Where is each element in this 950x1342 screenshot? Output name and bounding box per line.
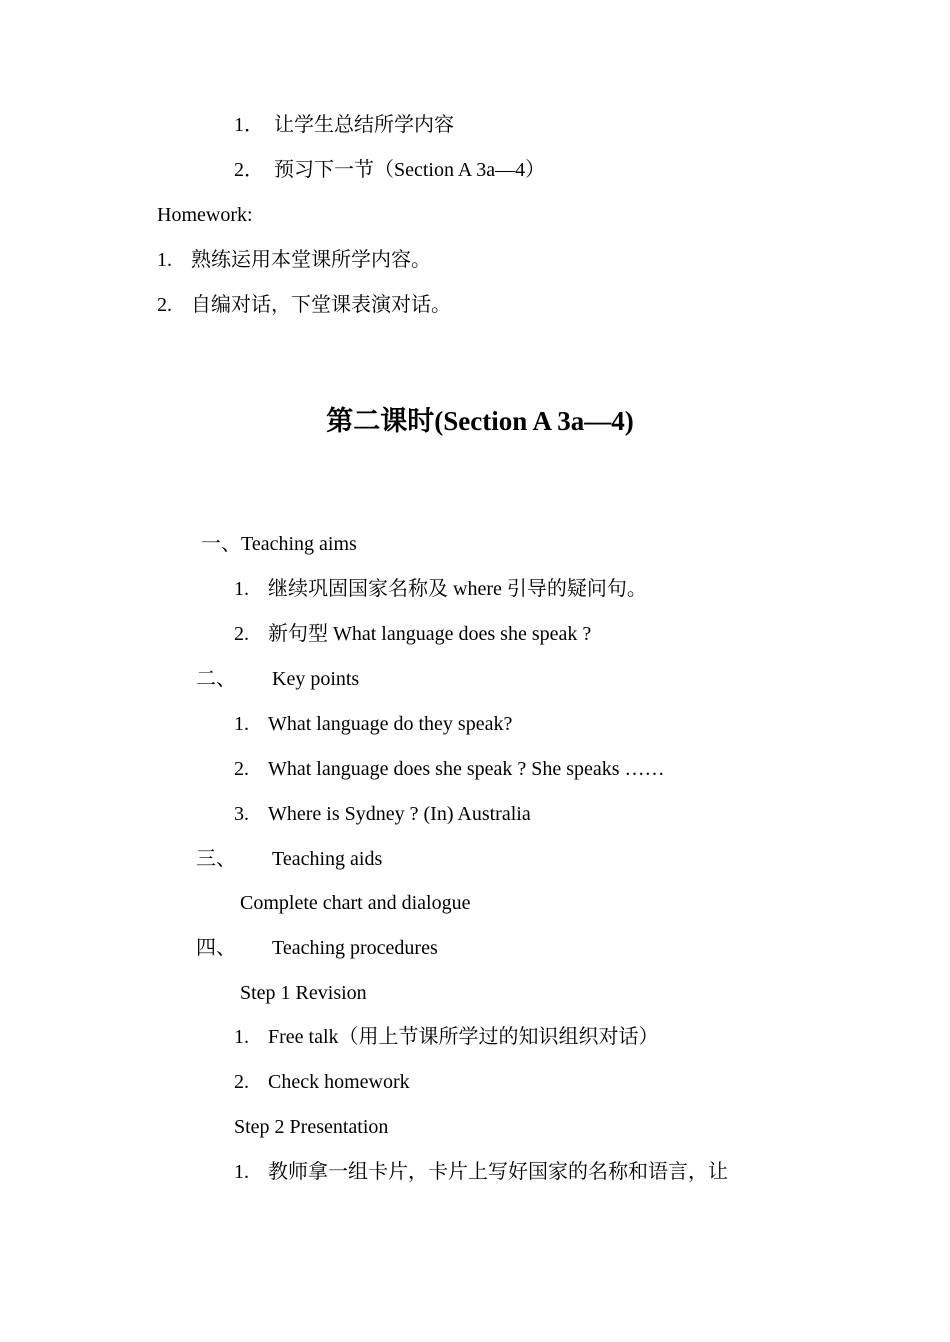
- list-text: Where is Sydney ? (In) Australia: [268, 803, 531, 825]
- list-number: 2.: [234, 623, 249, 645]
- list-number: 1．: [234, 114, 264, 136]
- aids-text: Complete chart and dialogue: [240, 892, 471, 914]
- list-number: 3.: [234, 803, 249, 825]
- list-item: [234, 757, 665, 781]
- homework-item: [157, 248, 431, 272]
- step-heading: Step 2 Presentation: [234, 1116, 389, 1138]
- list-text: 自编对话，下堂课表演对话。: [191, 294, 451, 316]
- list-text: Check homework: [268, 1071, 410, 1093]
- list-text: 新句型 What language does she speak ?: [268, 623, 592, 645]
- list-number: 2.: [234, 1071, 249, 1093]
- list-number: 2.: [157, 294, 172, 316]
- list-text: 继续巩固国家名称及 where 引导的疑问句。: [268, 578, 647, 600]
- list-text: 预习下一节（Section A 3a—4）: [274, 159, 546, 181]
- list-text: 让学生总结所学内容: [274, 114, 454, 136]
- section-number: 四、: [196, 937, 236, 959]
- list-text: What language does she speak ? She speaks ……: [268, 758, 665, 780]
- list-item: [234, 712, 512, 736]
- homework-item: [157, 293, 451, 317]
- list-number: 1.: [234, 1026, 249, 1048]
- list-number: 1.: [234, 713, 249, 735]
- list-item: [234, 802, 531, 826]
- section-title: Key points: [272, 668, 360, 690]
- list-item: [234, 622, 591, 646]
- list-item: [234, 1025, 659, 1049]
- section-heading-aids: [196, 847, 382, 871]
- section-number: 三、: [196, 848, 236, 870]
- list-number: 2.: [234, 758, 249, 780]
- list-item: [234, 1070, 410, 1094]
- section-number: 二、: [196, 668, 236, 690]
- lesson-title: 第二课时(Section A 3a—4): [326, 406, 634, 436]
- list-number: 1.: [234, 578, 249, 600]
- list-item: [234, 577, 647, 601]
- list-number: 2．: [234, 159, 264, 181]
- section-heading-aims: 一、Teaching aims: [201, 533, 357, 555]
- section-heading-procedures: [196, 936, 438, 960]
- list-text: 教师拿一组卡片，卡片上写好国家的名称和语言，让: [268, 1161, 728, 1183]
- list-item: [234, 113, 454, 137]
- list-text: Free talk（用上节课所学过的知识组织对话）: [268, 1026, 659, 1048]
- section-heading-key-points: [196, 667, 359, 691]
- list-number: 1.: [157, 249, 172, 271]
- list-text: What language do they speak?: [268, 713, 513, 735]
- list-item: [234, 158, 545, 182]
- step-heading: Step 1 Revision: [240, 982, 367, 1004]
- section-title: Teaching procedures: [272, 937, 438, 959]
- section-title: Teaching aids: [272, 848, 383, 870]
- list-item: [234, 1160, 728, 1184]
- list-number: 1.: [234, 1161, 249, 1183]
- list-text: 熟练运用本堂课所学内容。: [191, 249, 431, 271]
- homework-label: Homework:: [157, 204, 253, 226]
